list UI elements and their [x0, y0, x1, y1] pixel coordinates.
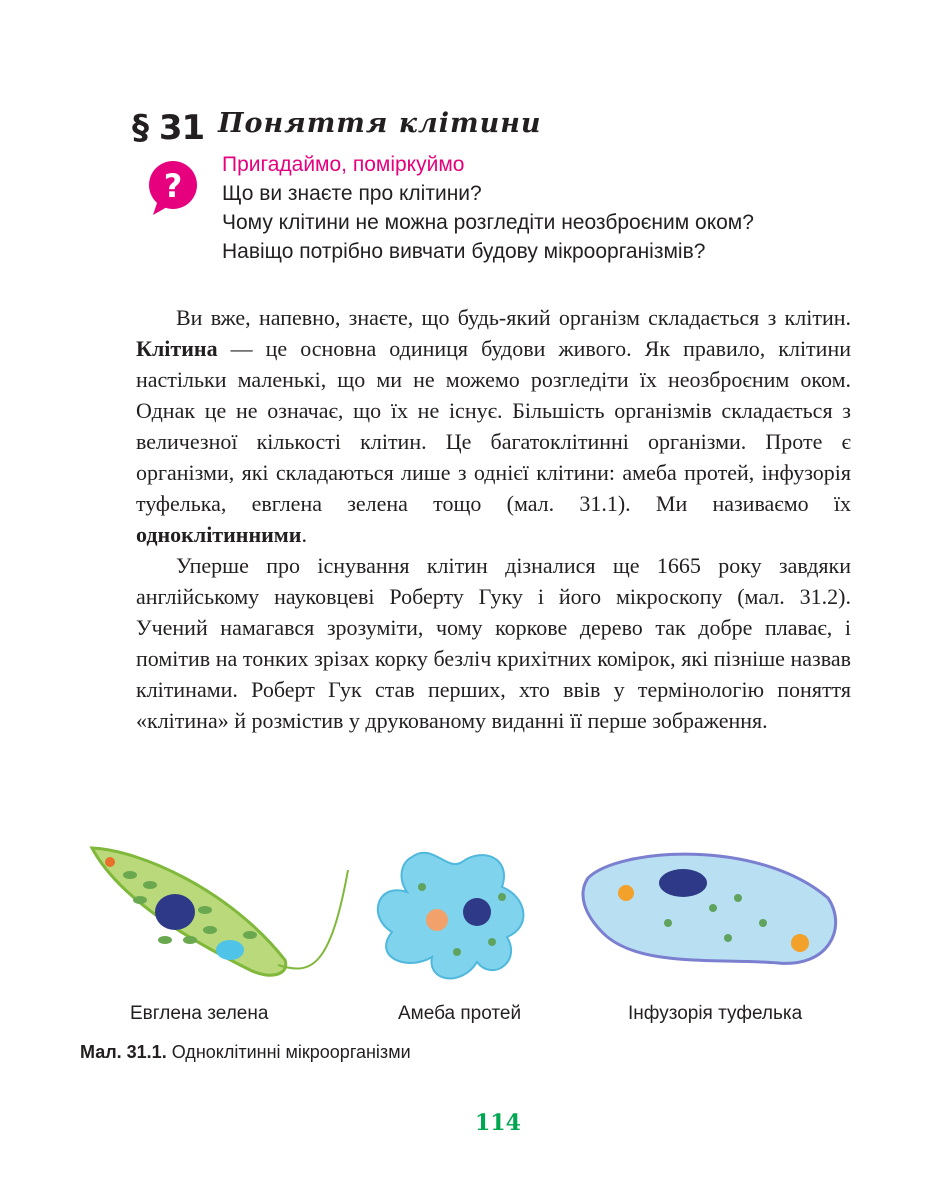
paragraph-2: Уперше про існування клітин дізналися ще 1665 року завдяки англійському науковцеві Роберту Гуку і його мікроскопу (мал. 31.2). Учений намагався зрозуміти, чому коркове дерево так добре плаває, і помітив на тонких зрізах корку безліч крихітних комірок, які пізніше назвав клітинами. Роберт Гук став перших, хто ввів у термінологію поняття «клітина» й розмістив у друкованому виданні її перше зображення. — [136, 553, 851, 733]
section-number: § 31 — [132, 108, 205, 148]
euglena-illustration — [80, 840, 360, 990]
section-title: Поняття клітини — [218, 108, 542, 139]
figure-text: Одноклітинні мікроорганізми — [166, 1042, 411, 1062]
p1-text-c: — це основна одиниця будови живого. Як правило, клітини настільки маленькі, що ми не можемо розгледіти їх неозброєним оком. Однак це не означає, що їх не існує. Більшість організмів складається з величезної кількості клітин. Це багатоклітинні організми. Проте є організми, які складаються лише з однієї клітини: амеба протей, інфузорія туфелька, евглена зелена тощо (мал. 31.1). Ми називаємо їх — [136, 336, 851, 516]
question-icon — [143, 157, 203, 217]
term-unicellular: одноклітинними — [136, 522, 302, 547]
svg-text:?: ? — [163, 167, 183, 205]
caption-amoeba: Амеба протей — [398, 1003, 522, 1024]
page-number: 114 — [475, 1110, 521, 1136]
question-3: Навіщо потрібно вивчати будову мікроорганізмів? — [222, 240, 706, 263]
body-text — [136, 302, 851, 736]
question-1: Що ви знаєте про клітини? — [222, 182, 482, 205]
caption-paramecium: Інфузорія туфелька — [628, 1003, 803, 1024]
p1-text-e: . — [301, 522, 307, 547]
figure-label: Мал. 31.1. — [80, 1042, 167, 1062]
caption-euglena: Евглена зелена — [130, 1003, 269, 1024]
question-2: Чому клітини не можна розгледіти неозброєним оком? — [222, 211, 754, 234]
paragraph-1 — [136, 302, 851, 550]
think-heading: Пригадаймо, поміркуймо — [222, 153, 465, 176]
paramecium-illustration — [578, 838, 848, 988]
amoeba-illustration — [362, 842, 537, 992]
p1-text-a: Ви вже, напевно, знаєте, що будь-який організм складається з клітин. — [176, 305, 851, 330]
term-cell: Клітина — [136, 336, 218, 361]
think-block — [222, 150, 754, 266]
figure-caption — [80, 1042, 411, 1063]
